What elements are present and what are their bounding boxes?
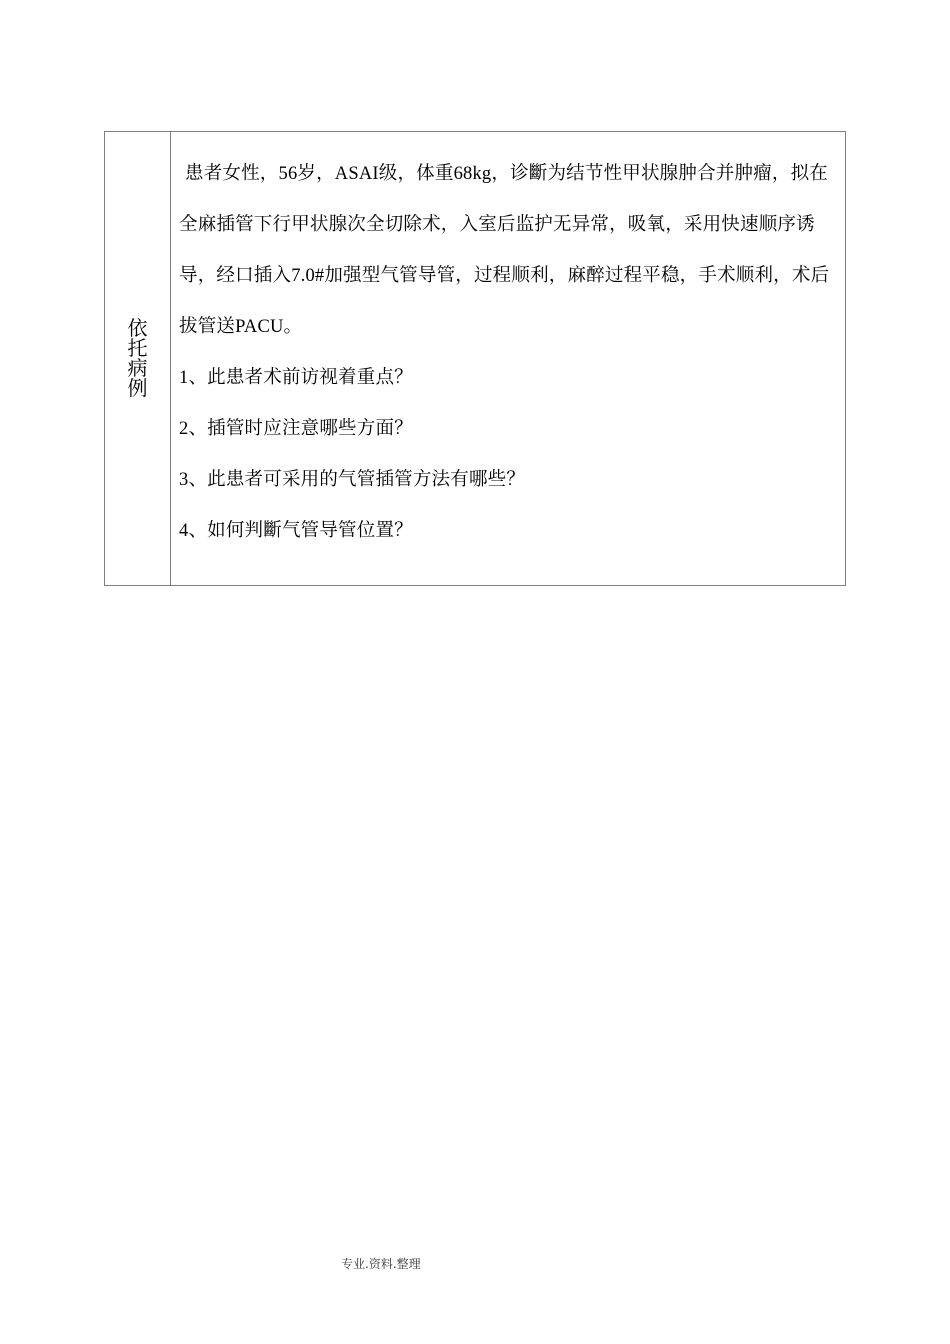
case-label: 依托病例 <box>127 315 148 400</box>
question-item: 2、插管时应注意哪些方面？ <box>179 419 413 439</box>
page-footer: 专业.资料.整理 <box>341 1257 421 1271</box>
case-table <box>104 131 846 586</box>
question-item: 1、此患者术前访视着重点？ <box>179 368 413 388</box>
question-item: 4、如何判斷气管导管位置？ <box>179 521 413 541</box>
case-description: 患者女性，56岁，ASAI级，体重68kg，诊斷为结节性甲状腺肿合并肿瘤，拟在全麻插管下行甲状腺次全切除术，入室后监护无异常，吸氧，采用快速顺序诱导，经口插入7.0#加强型气管导管，过程顺利，麻醉过程平稳，手术顺利，术后拔管送PACU。 <box>179 164 830 337</box>
question-item: 3、此患者可采用的气管插管方法有哪些？ <box>179 470 526 490</box>
case-content-cell <box>171 132 845 585</box>
case-label-cell <box>105 132 171 585</box>
